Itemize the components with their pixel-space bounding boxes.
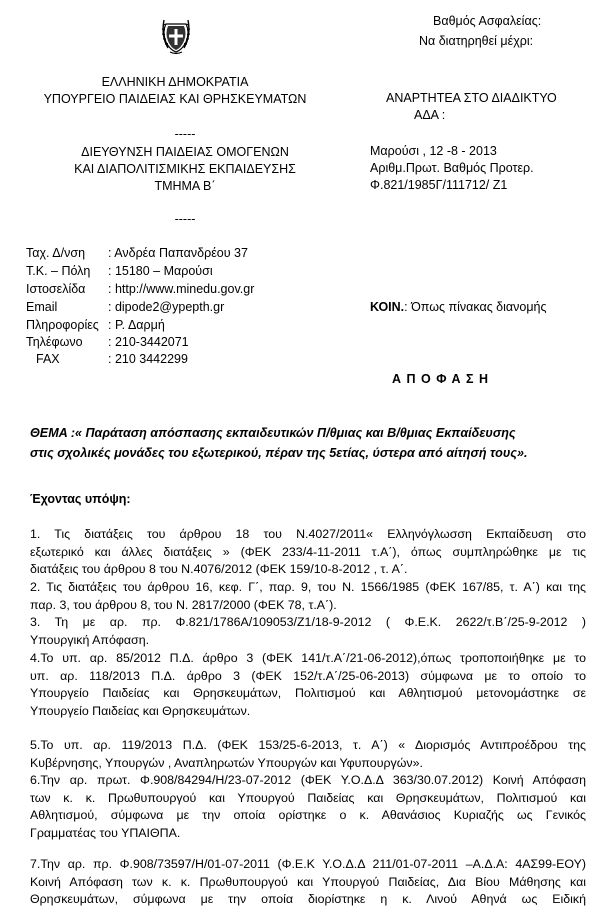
contact-fax: FAX : 210 3442299: [36, 352, 188, 366]
paragraph-4: 4.Το υπ. αρ. 85/2012 Π.Δ. άρθρο 3 (ΦΕΚ 141/τ.Α΄/21-06-2012),όπως τροποποιήθηκε με το υπ. αρ. 118/2013 Π.Δ. άρθρο 3 (ΦΕΚ 152/τ.Α΄/25-06-2013) σύμφωνα με το οποίο το Υπουργείο Παιδείας και Θρησκευμάτων, Πολιτισμού και Αθλητισμού μετονομάστηκε σε Υπουργείο Παιδείας και Θρησκευμάτων.: [30, 651, 586, 718]
subject-line: στις σχολικές μονάδες του εξωτερικού, πέραν της 5ετίας, ύστερα από αίτησή τους».: [30, 446, 528, 460]
ministry-title: ΥΠΟΥΡΓΕΙΟ ΠΑΙΔΕΙΑΣ ΚΑΙ ΘΡΗΣΚΕΥΜΑΤΩΝ: [43, 92, 307, 106]
paragraph-2: 2. Τις διατάξεις του άρθρου 16, κεφ. Γ΄, παρ. 9, του Ν. 1566/1985 (ΦΕΚ 167/85, τ. Α΄) και της παρ. 3, του άρθρου 8, του Ν. 2817/2000 (ΦΕΚ 78, τ.Α΄).: [30, 580, 586, 612]
recipients: ΚΟΙΝ.: Όπως πίνακας διανομής: [370, 300, 547, 314]
contact-info-person: Πληροφορίες : Ρ. Δαρμή: [26, 318, 165, 332]
subject: [30, 423, 586, 463]
paragraph-7: 7.Την αρ. πρ. Φ.908/73597/Η/01-07-2011 (Φ.Ε.Κ Υ.Ο.Δ.Δ 211/01-07-2011 –Α.Δ.Α: 4ΑΣ99-ΕΟΥ) Κοινή Απόφαση των κ. κ. Πρωθυπουργού και Υπουργού Παιδείας, Δια Βίου Μάθησης και Θρησκευμάτων, σύμφωνα με την οποία διορίστηκε η κ. Λινού Αθηνά ως Ειδική: [30, 857, 586, 906]
department: ΤΜΗΜΑ Β΄: [154, 179, 216, 193]
directorate-line1: ΔΙΕΥΘΥΝΣΗ ΠΑΙΔΕΙΑΣ ΟΜΟΓΕΝΩΝ: [81, 145, 289, 159]
greek-emblem-icon: [158, 12, 194, 56]
protocol-number: Φ.821/1985Γ/111712/ Ζ1: [370, 178, 508, 192]
contact-address: Ταχ. Δ/νση : Ανδρέα Παπανδρέου 37: [26, 246, 248, 260]
contact-postcode: Τ.Κ. – Πόλη : 15180 – Μαρούσι: [26, 264, 213, 278]
posting-notice: ΑΝΑΡΤΗΤΕΑ ΣΤΟ ΔΙΑΔΙΚΤΥΟ: [386, 91, 557, 105]
paragraph-6: 6.Την αρ. πρωτ. Φ.908/84294/Η/23-07-2012 (ΦΕΚ Υ.Ο.Δ.Δ 363/30.07.2012) Κοινή Απόφαση των κ. κ. Πρωθυπουργού και Υπουργού Παιδείας και Θρησκευμάτων, Πολιτισμού και Αθλητισμού, σύμφωνα με την οποία ορίστηκε ο κ. Αθανάσιος Κυριαζής ως Γενικός Γραμματέας του ΥΠΑΙΘΠΑ.: [30, 773, 586, 840]
considering-heading: Έχοντας υπόψη:: [30, 492, 131, 506]
contact-phone: Τηλέφωνο : 210-3442071: [26, 335, 189, 349]
keep-until-label: Να διατηρηθεί μέχρι:: [419, 34, 534, 48]
decision-title: Α Π Ο Φ Α Σ Η: [392, 372, 489, 386]
separator: -----: [174, 127, 196, 141]
directorate-line2: ΚΑΙ ΔΙΑΠΟΛΙΤΙΣΜΙΚΗΣ ΕΚΠΑΙΔΕΥΣΗΣ: [74, 162, 296, 176]
subject-line: ΘΕΜΑ :« Παράταση απόσπασης εκπαιδευτικών Π/θμιας και Β/θμιας Εκπαίδευσης: [30, 426, 516, 440]
paragraph-5: 5.Το υπ. αρ. 119/2013 Π.Δ. (ΦΕΚ 153/25-6-2013, τ. Α΄) « Διορισμός Αντιπροέδρου της Κυβέρνησης, Υπουργών , Αναπληρωτών Υπουργών και Υφυπουργών».: [30, 738, 586, 770]
contact-website: Ιστοσελίδα : http://www.minedu.gov.gr: [26, 282, 255, 296]
contact-email: Email : dipode2@ypepth.gr: [26, 300, 225, 314]
republic-title: ΕΛΛΗΝΙΚΗ ΔΗΜΟΚΡΑΤΙΑ: [101, 75, 249, 89]
separator: -----: [174, 212, 196, 226]
paragraph-3: 3. Τη με αρ. πρ. Φ.821/1786Α/109053/Ζ1/18-9-2012 ( Φ.Ε.Κ. 2622/τ.Β΄/25-9-2012 ) Υπουργική Απόφαση.: [30, 615, 586, 647]
paragraph-1: 1. Τις διατάξεις του άρθρου 18 του Ν.4027/2011« Ελληνόγλωσση Εκπαίδευση στο εξωτερικό και άλλες διατάξεις » (ΦΕΚ 233/4-11-2011 τ.Α΄), όπως συμπληρώθηκε με τις διατάξεις του άρθρου 8 του Ν.4076/2012 (ΦΕΚ 159/10-8-2012 , τ. Α΄.: [30, 527, 586, 576]
ada-label: ΑΔΑ :: [414, 108, 446, 122]
security-level-label: Βαθμός Ασφαλείας:: [433, 14, 542, 28]
place-date: Μαρούσι , 12 -8 - 2013: [370, 144, 497, 158]
protocol-label: Αριθμ.Πρωτ. Βαθμός Προτερ.: [370, 161, 534, 175]
